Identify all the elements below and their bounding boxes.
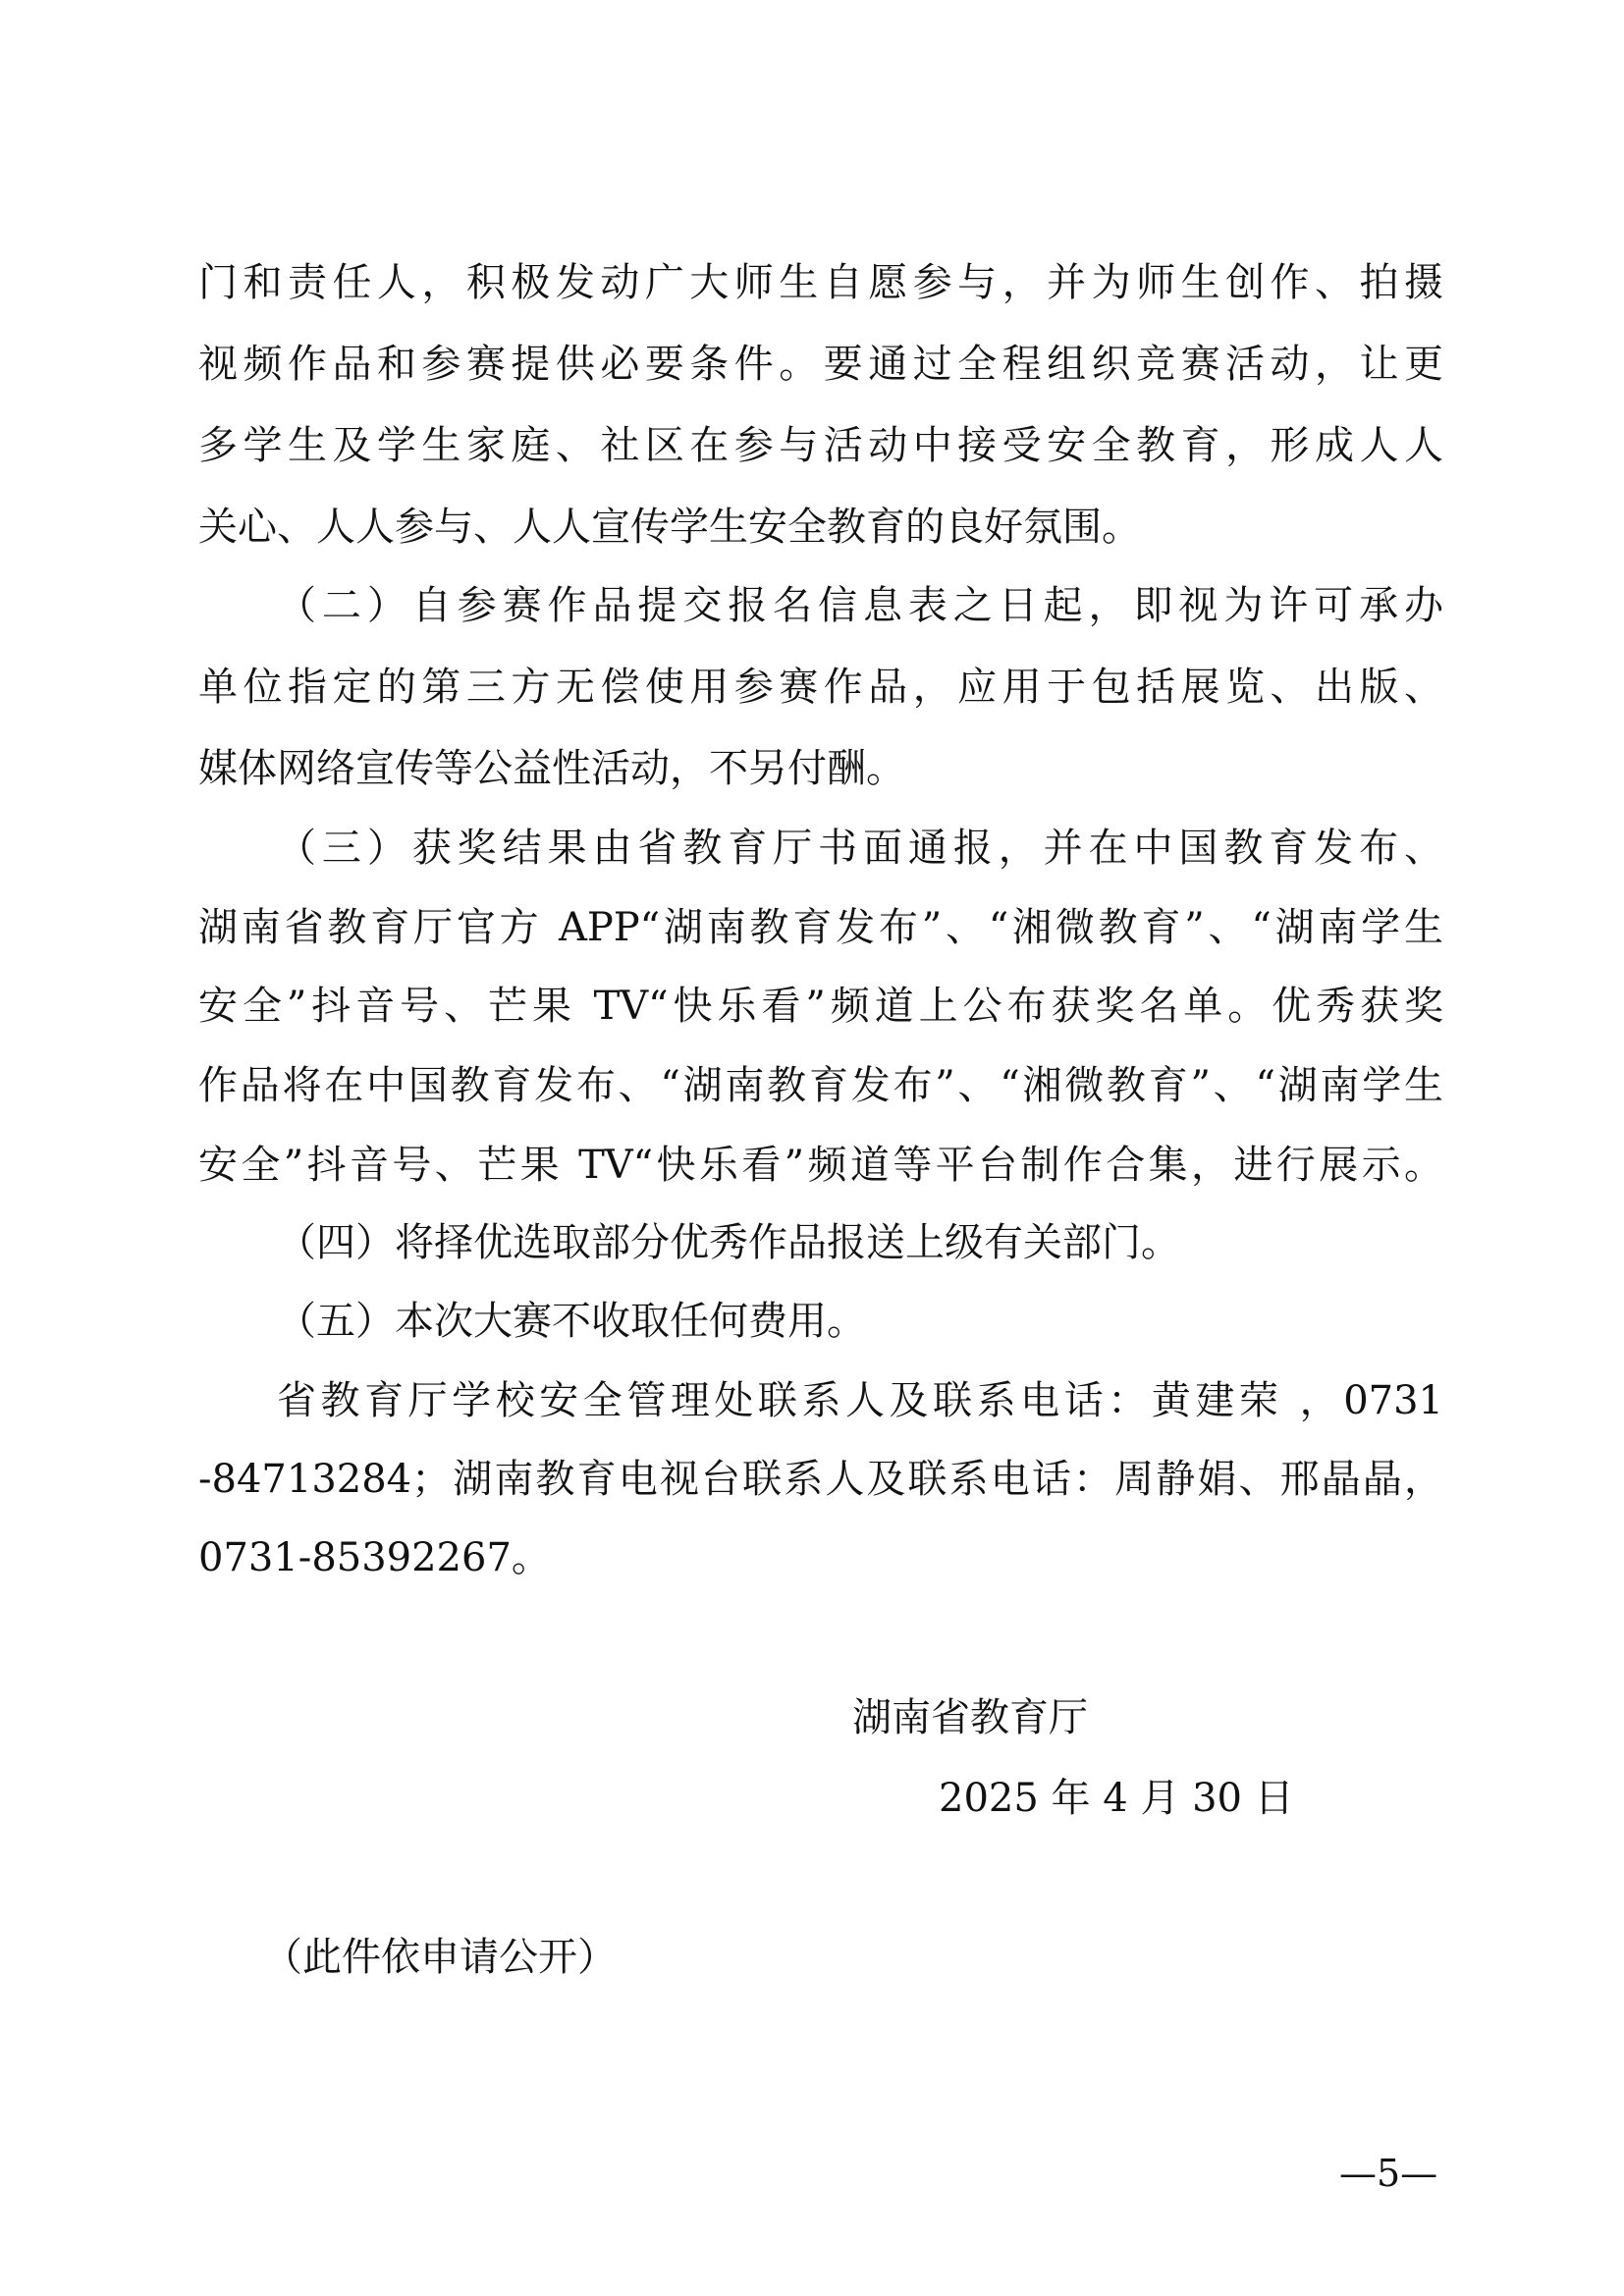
contact-line: 省教育厅学校安全管理处联系人及联系电话：黄建荣 ，0731 <box>277 1378 1443 1423</box>
item-3-line: 安全”抖音号、芒果 TV“快乐看”频道等平台制作合集，进行展示。 <box>198 1143 1443 1188</box>
disclosure-note: （此件依申请公开） <box>263 1935 617 1980</box>
body-line: 门和责任人，积极发动广大师生自愿参与，并为师生创作、拍摄 <box>198 260 1443 305</box>
signature-date: 2025 年 4 月 30 日 <box>939 1776 1294 1821</box>
signature-org: 湖南省教育厅 <box>852 1695 1088 1740</box>
item-2-line: 单位指定的第三方无偿使用参赛作品，应用于包括展览、出版、 <box>198 665 1443 710</box>
item-2-line: 媒体网络宣传等公益性活动，不另付酬。 <box>198 746 905 791</box>
body-line: 多学生及学生家庭、社区在参与活动中接受安全教育，形成人人 <box>198 423 1443 468</box>
item-3-line: （三）获奖结果由省教育厅书面通报，并在中国教育发布、 <box>277 826 1443 871</box>
item-4-line: （四）将择优选取部分优秀作品报送上级有关部门。 <box>277 1220 1180 1265</box>
item-3-line: 安全”抖音号、芒果 TV“快乐看”频道上公布获奖名单。优秀获奖 <box>198 984 1443 1029</box>
item-3-line: 湖南省教育厅官方 APP“湖南教育发布”、“湘微教育”、“湖南学生 <box>198 905 1443 950</box>
contact-line: -84713284；湖南教育电视台联系人及联系电话：周静娟、邢晶晶， <box>198 1457 1443 1502</box>
item-5-line: （五）本次大赛不收取任何费用。 <box>277 1299 866 1344</box>
page-number: —5— <box>1339 2152 1438 2195</box>
body-line: 关心、人人参与、人人宣传学生安全教育的良好氛围。 <box>198 505 1141 550</box>
item-2-line: （二）自参赛作品提交报名信息表之日起，即视为许可承办 <box>277 583 1443 628</box>
body-line: 视频作品和参赛提供必要条件。要通过全程组织竞赛活动，让更 <box>198 342 1443 387</box>
contact-line: 0731-85392267。 <box>198 1535 551 1580</box>
item-3-line: 作品将在中国教育发布、“湖南教育发布”、“湘微教育”、“湖南学生 <box>198 1063 1443 1108</box>
